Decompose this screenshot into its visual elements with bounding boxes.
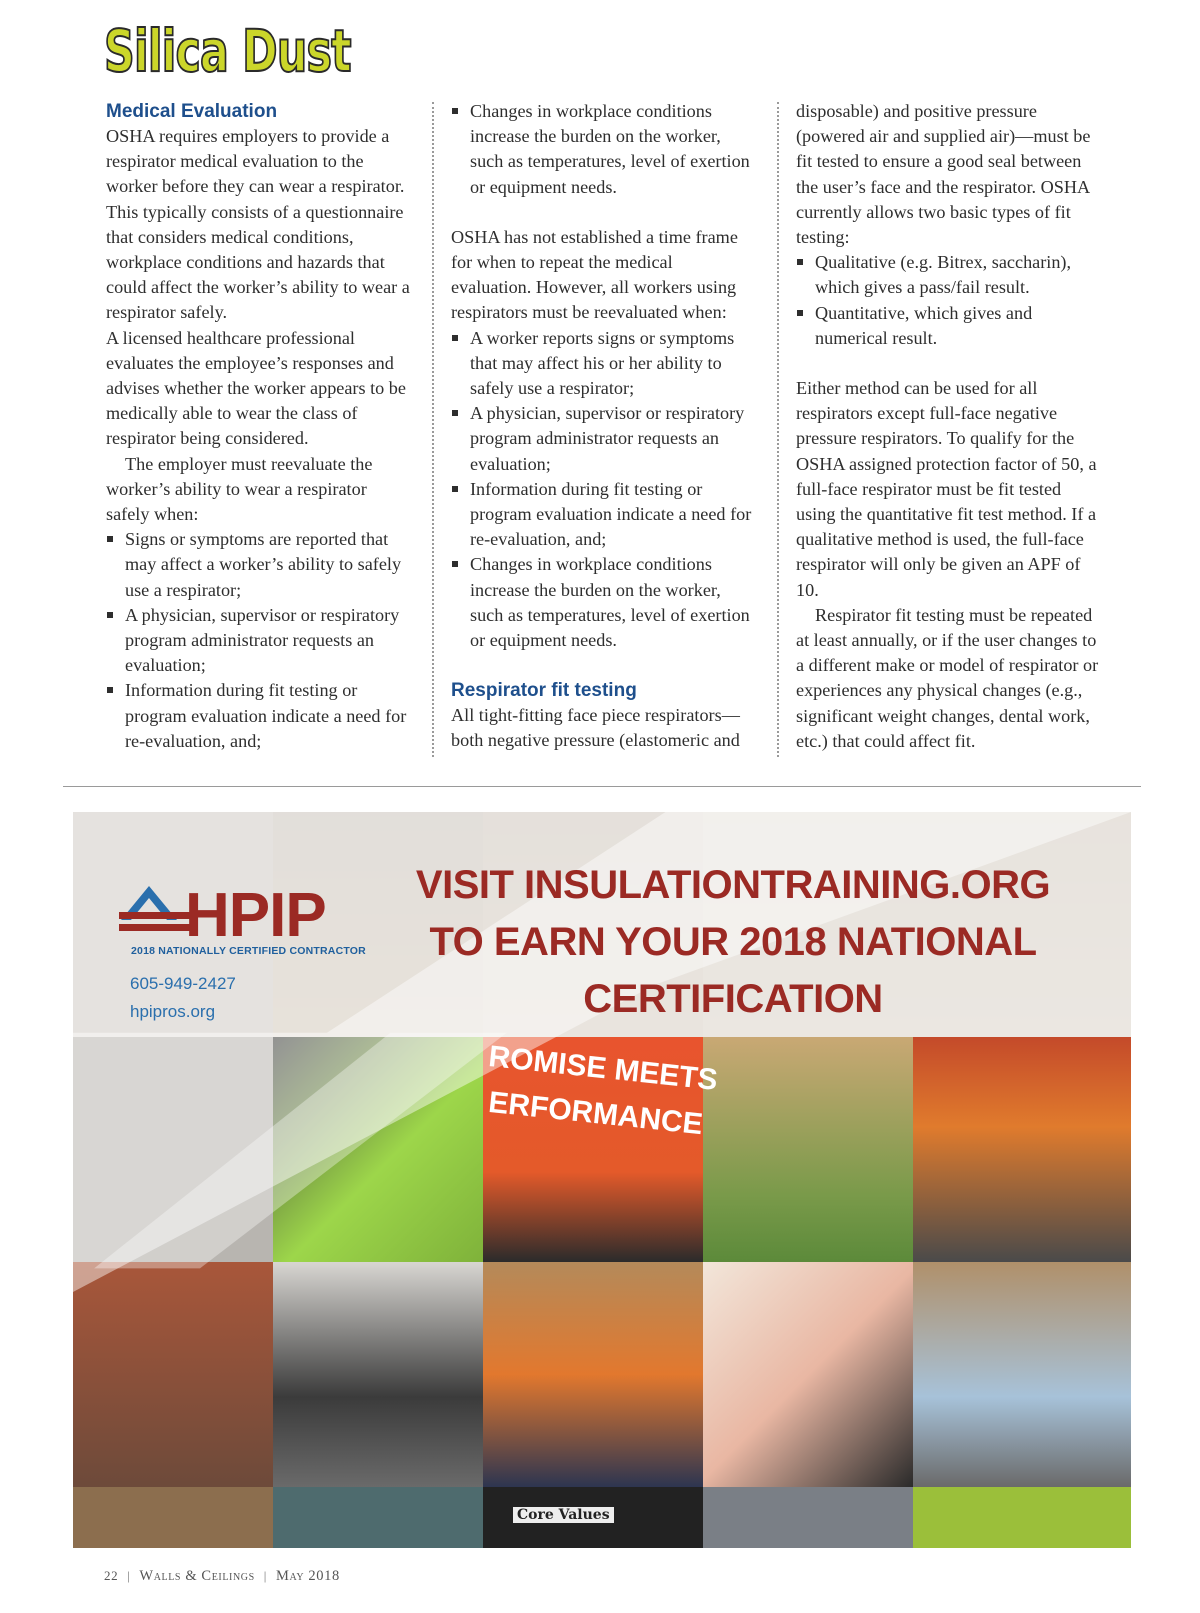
- bullet-list: [451, 99, 755, 200]
- sign-text: Core Values: [513, 1507, 614, 1523]
- paragraph: The employer must reevaluate the worker’s ability to wear a respirator safely when:: [106, 453, 373, 525]
- logo-stripe: [119, 912, 191, 919]
- hpip-advertisement[interactable]: [73, 812, 1131, 1548]
- paragraph: disposable) and positive pressure (powered air and supplied air)—must be fit tested to ensure a good seal between the user’s face and the respirator. OSHA currently allows two basic types of fit testing:: [796, 101, 1091, 248]
- headline-line: VISIT INSULATIONTRAINING.ORG: [415, 863, 1051, 907]
- column-divider: [432, 102, 434, 757]
- headline-line: CERTIFICATION: [583, 977, 883, 1021]
- photo-tile: [703, 1037, 913, 1262]
- list-item: Signs or symptoms are reported that may affect a worker’s ability to safely use a respirator;: [106, 527, 410, 603]
- ad-headline[interactable]: [373, 857, 1093, 1028]
- list-item: A worker reports signs or symptoms that may affect his or her ability to safely use a respirator;: [451, 326, 755, 402]
- website-link[interactable]: hpipros.org: [130, 1002, 216, 1021]
- article-column-2: [451, 99, 755, 754]
- heading-respirator-fit-testing: Respirator fit testing: [451, 680, 637, 702]
- list-item: Information during fit testing or program evaluation indicate a need for re-evaluation, and;: [106, 678, 410, 754]
- paragraph: A licensed healthcare professional evaluates the employee’s responses and advises whether the worker appears to be medically able to wear the class of respirator being considered.: [106, 327, 406, 449]
- list-item: Changes in workplace conditions increase the burden on the worker, such as temperatures, level of exertion or equipment needs.: [451, 99, 755, 200]
- section-divider: [63, 786, 1141, 787]
- photo-tile: [273, 1487, 483, 1548]
- photo-tile: [73, 1487, 273, 1548]
- logo-stripe: [119, 924, 191, 931]
- photo-tile: [913, 1037, 1131, 1262]
- paragraph: All tight-fitting face piece respirators—both negative pressure (elastomeric and: [451, 705, 740, 751]
- phone-number[interactable]: 605-949-2427: [130, 974, 236, 993]
- bullet-list: [106, 527, 410, 754]
- paragraph: Respirator fit testing must be repeated at least annually, or if the user changes to a different make or model of respirator or experiences any physical changes (e.g., significant weight changes, dental work, etc.) that could affect fit.: [796, 604, 1099, 751]
- list-item: Quantitative, which gives and numerical result.: [796, 301, 1100, 351]
- paragraph: OSHA has not established a time frame for when to repeat the medical evaluation. However, all workers using respirators must be reevaluated when:: [451, 226, 738, 323]
- section-title: Silica Dust: [104, 17, 351, 85]
- list-item: A physician, supervisor or respiratory program administrator requests an evaluation;: [106, 603, 410, 679]
- bullet-list: [451, 326, 755, 654]
- shirt-text-2: ERFORMANCE: [486, 1085, 705, 1142]
- heading-medical-evaluation: Medical Evaluation: [106, 101, 278, 122]
- photo-tile: [913, 1262, 1131, 1487]
- list-item: Information during fit testing or program evaluation indicate a need for re-evaluation, and;: [451, 477, 755, 553]
- list-item: Qualitative (e.g. Bitrex, saccharin), which gives a pass/fail result.: [796, 250, 1100, 300]
- photo-tile: [703, 1262, 913, 1487]
- headline-line: TO EARN YOUR 2018 NATIONAL: [429, 920, 1037, 964]
- list-item: Changes in workplace conditions increase the burden on the worker, such as temperatures, level of exertion or equipment needs.: [451, 552, 755, 653]
- publication-name: Walls & Ceilings: [139, 1568, 255, 1584]
- issue-date: May 2018: [275, 1568, 340, 1584]
- photo-tile: [703, 1487, 913, 1548]
- page-footer: 22 | Walls & Ceilings | May 2018: [104, 1568, 340, 1584]
- paragraph: Either method can be used for all respirators except full-face negative pressure respirators. To qualify for the OSHA assigned protection factor of 50, a full-face respirator must be fit tested using the quantitative fit test method. If a qualitative method is used, the full-face respirator will only be given an APF of 10.: [796, 378, 1097, 600]
- photo-tile: [913, 1487, 1131, 1548]
- column-divider: [777, 102, 779, 757]
- shirt-text-1: ROMISE MEETS: [486, 1040, 720, 1097]
- photo-tile: [483, 1262, 703, 1487]
- photo-tile: [73, 1262, 273, 1487]
- photo-tile: [273, 1262, 483, 1487]
- certification-label: 2018 NATIONALLY CERTIFIED CONTRACTOR: [131, 945, 366, 957]
- article-column-1: [106, 99, 410, 754]
- bullet-list: [796, 250, 1100, 351]
- logo-wordmark: HPIP: [185, 881, 326, 950]
- article-column-3: [796, 99, 1100, 754]
- paragraph: OSHA requires employers to provide a respirator medical evaluation to the worker before they can wear a respirator. This typically consists of a questionnaire that considers medical conditions, workplace conditions and hazards that could affect the worker’s ability to wear a respirator safely.: [106, 126, 410, 323]
- list-item: A physician, supervisor or respiratory program administrator requests an evaluation;: [451, 401, 755, 477]
- page-number: 22: [104, 1568, 119, 1583]
